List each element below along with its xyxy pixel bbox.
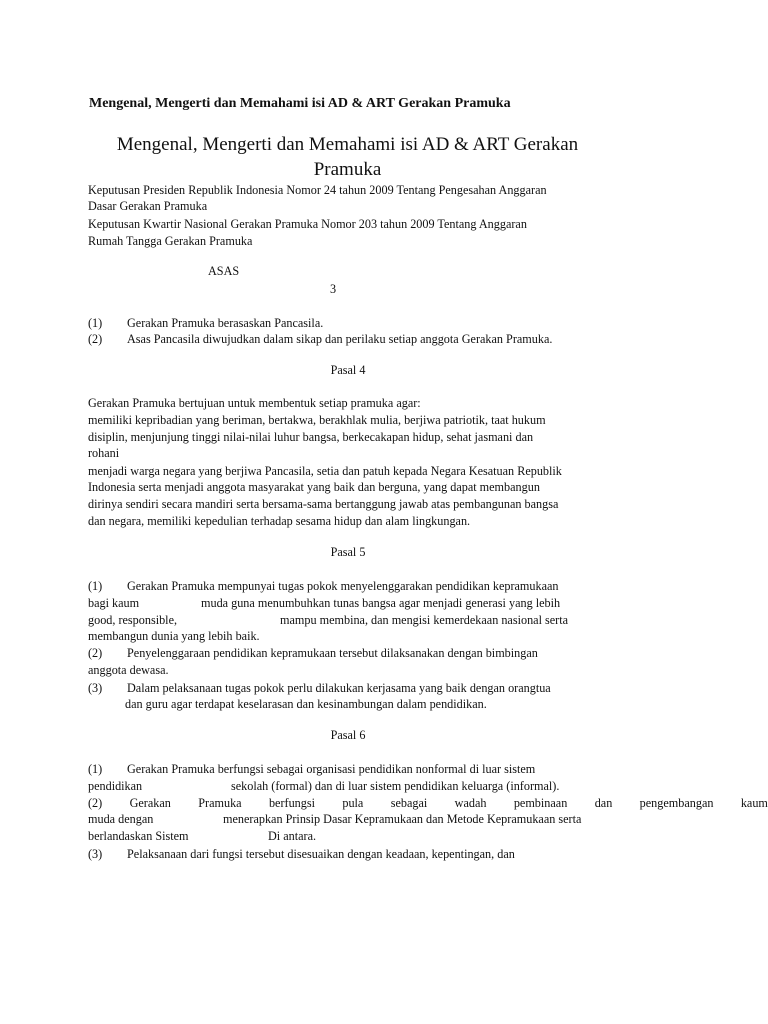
pasal5-line: bagi kaum (88, 596, 140, 610)
word: (2) (88, 796, 103, 810)
pasal5-line: membangun dunia yang lebih baik. (88, 629, 260, 643)
pasal-heading: Pasal 6 (330, 728, 366, 742)
word: wadah (454, 796, 487, 810)
pasal4-line: disiplin, menjunjung tinggi nilai-nilai luhur bangsa, berkecakapan hidup, sehat jasmani dan (88, 430, 534, 444)
intro-line: Rumah Tangga Gerakan Pramuka (88, 234, 253, 248)
intro-line: Dasar Gerakan Pramuka (88, 199, 208, 213)
pasal6-line: Di antara. (268, 829, 317, 843)
pasal5-line: mampu membina, dan mengisi kemerdekaan nasional serta (280, 613, 569, 627)
word: Gerakan (129, 796, 171, 810)
intro-line: Keputusan Presiden Republik Indonesia Nomor 24 tahun 2009 Tentang Pengesahan Anggaran (88, 183, 547, 197)
word: pembinaan (513, 796, 568, 810)
pasal6-justified-line (88, 796, 768, 811)
word: Pramuka (198, 796, 242, 810)
list-number: (1) (88, 579, 103, 593)
asas-number: 3 (330, 282, 337, 296)
asas-heading: ASAS (208, 264, 240, 278)
document-title-small: Mengenal, Mengerti dan Memahami isi AD & ART Gerakan Pramuka (89, 96, 511, 111)
pasal5-line: Gerakan Pramuka mempunyai tugas pokok menyelenggarakan pendidikan kepramukaan (127, 579, 559, 593)
list-number: (2) (88, 332, 103, 346)
pasal6-line: pendidikan (88, 779, 143, 793)
list-number: (1) (88, 762, 103, 776)
pasal5-line: muda guna menumbuhkan tunas bangsa agar menjadi generasi yang lebih (201, 596, 561, 610)
pasal4-line: Gerakan Pramuka bertujuan untuk membentuk setiap pramuka agar: (88, 396, 421, 410)
pasal6-line: menerapkan Prinsip Dasar Kepramukaan dan Metode Kepramukaan serta (223, 812, 582, 826)
pasal5-line: anggota dewasa. (88, 663, 169, 677)
pasal4-line: rohani (88, 446, 120, 460)
pasal4-line: Indonesia serta menjadi anggota masyarakat yang baik dan berguna, yang dapat membangun (88, 480, 540, 494)
pasal5-line: Dalam pelaksanaan tugas pokok perlu dilakukan kerjasama yang baik dengan orangtua (127, 681, 551, 695)
list-item-text: Gerakan Pramuka berasaskan Pancasila. (127, 316, 324, 330)
list-number: (3) (88, 847, 103, 861)
pasal-heading: Pasal 5 (330, 545, 366, 559)
list-number: (1) (88, 316, 103, 330)
pasal-heading: Pasal 4 (330, 363, 366, 377)
word: pula (342, 796, 364, 810)
pasal4-line: dan negara, memiliki kepedulian terhadap sesama hidup dan alam lingkungan. (88, 514, 471, 528)
intro-line: Keputusan Kwartir Nasional Gerakan Pramuka Nomor 203 tahun 2009 Tentang Anggaran (88, 217, 527, 231)
word: sebagai (390, 796, 428, 810)
word: dan (594, 796, 613, 810)
document-title-large-line2: Pramuka (313, 159, 382, 180)
pasal4-line: dirinya sendiri secara mandiri serta bersama-sama bertanggung jawab atas pembangunan bangsa (88, 497, 559, 511)
pasal6-line: Gerakan Pramuka berfungsi sebagai organisasi pendidikan nonformal di luar sistem (127, 762, 536, 776)
pasal5-line: dan guru agar terdapat keselarasan dan kesinambungan dalam pendidikan. (125, 697, 487, 711)
pasal6-line: Pelaksanaan dari fungsi tersebut disesuaikan dengan keadaan, kepentingan, dan (127, 847, 515, 861)
list-number: (3) (88, 681, 103, 695)
document-title-large-line1: Mengenal, Mengerti dan Memahami isi AD & ART Gerakan (116, 134, 579, 155)
pasal4-line: menjadi warga negara yang berjiwa Pancasila, setia dan patuh kepada Negara Kesatuan Republik (88, 464, 562, 478)
pasal5-line: good, responsible, (88, 613, 178, 627)
word: berfungsi (268, 796, 315, 810)
word: kaum (740, 796, 768, 810)
list-number: (2) (88, 646, 103, 660)
pasal4-line: memiliki kepribadian yang beriman, bertakwa, berakhlak mulia, berjiwa patriotik, taat hukum (88, 413, 546, 427)
word: pengembangan (639, 796, 714, 810)
pasal6-line: berlandaskan Sistem (88, 829, 189, 843)
pasal6-line: muda dengan (88, 812, 154, 826)
pasal5-line: Penyelenggaraan pendidikan kepramukaan tersebut dilaksanakan dengan bimbingan (127, 646, 538, 660)
list-item-text: Asas Pancasila diwujudkan dalam sikap dan perilaku setiap anggota Gerakan Pramuka. (127, 332, 553, 346)
pasal6-line: sekolah (formal) dan di luar sistem pendidikan keluarga (informal). (231, 779, 560, 793)
